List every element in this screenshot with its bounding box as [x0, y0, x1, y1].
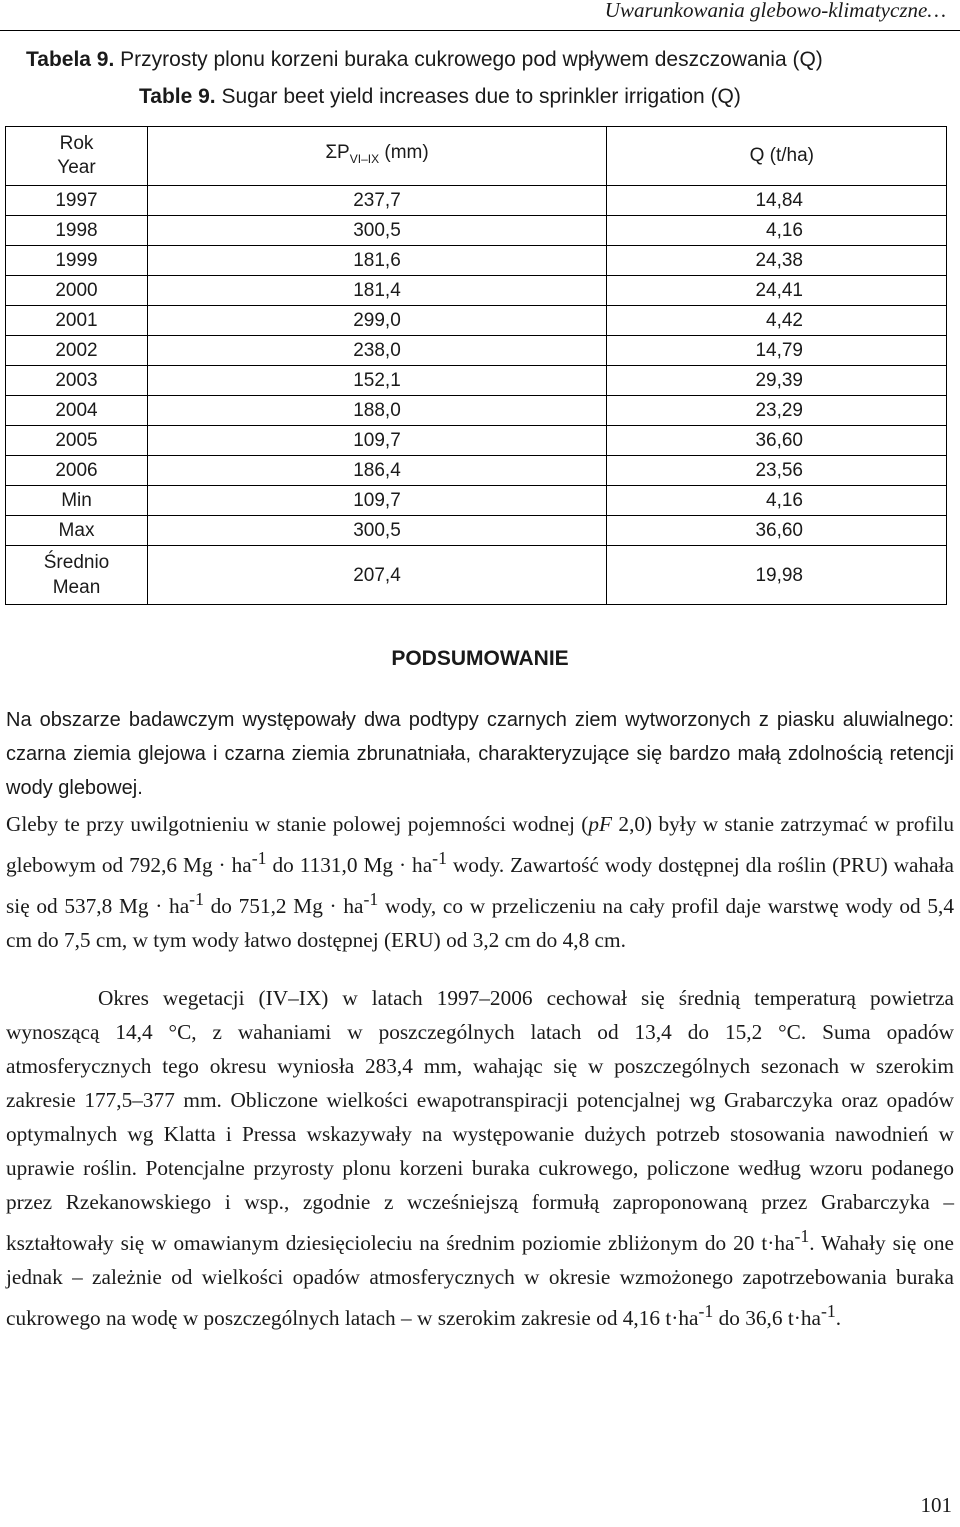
precipitation-cell: 152,1 — [148, 366, 607, 396]
header-precip-sub: VI–IX — [349, 151, 380, 166]
section-title: PODSUMOWANIE — [391, 647, 569, 670]
table-caption-pl — [26, 48, 823, 72]
table-row-mean — [6, 546, 947, 605]
yield-cell: 23,56 — [607, 456, 947, 486]
yield-cell: 24,41 — [607, 276, 947, 306]
caption-text-en: Sugar beet yield increases due to sprinkler irrigation (Q) — [215, 85, 741, 108]
row-label: 1999 — [6, 246, 148, 276]
yield-cell: 4,42 — [607, 306, 947, 336]
yield-cell: 23,29 — [607, 396, 947, 426]
precipitation-cell: 181,6 — [148, 246, 607, 276]
precipitation-cell: 188,0 — [148, 396, 607, 426]
table-caption-en — [139, 85, 741, 109]
header-year-en: Year — [57, 157, 96, 178]
yield-cell: 4,16 — [607, 216, 947, 246]
precipitation-cell: 238,0 — [148, 336, 607, 366]
table-row — [6, 186, 947, 216]
row-label: 2003 — [6, 366, 148, 396]
table-row — [6, 336, 947, 366]
header-yield: Q (t/ha) — [607, 127, 947, 186]
row-label: Max — [6, 516, 148, 546]
row-label: 2002 — [6, 336, 148, 366]
header-divider — [0, 30, 960, 31]
yield-cell: 14,84 — [607, 186, 947, 216]
paragraph-water-retention: Gleby te przy uwilgotnieniu w stanie polowej pojemności wodnej (pF 2,0) były w stanie zatrzymać w profilu glebowym od 792,6 $Mg \cdot ha^{-1}$ do 1131,0 $Mg \cdot ha^{-1}$ wody. Zawartość wody dostępnej dla roślin (PRU) wahała się od 537,8 $Mg \cdot ha^{-1}$ do 751,2 $Mg \cdot ha^{-1}$ wody, co w przeliczeniu na cały profil daje warstwę wody od 5,4 cm do 7,5 cm, w tym wody łatwo dostępnej (ERU) od 3,2 cm do 4,8 cm. — [6, 812, 954, 953]
yield-table — [5, 126, 947, 605]
header-precipitation — [148, 127, 607, 186]
running-header: Uwarunkowania glebowo-klimatyczne… — [604, 0, 946, 22]
yield-cell: 4,16 — [607, 486, 947, 516]
caption-label-pl: Tabela 9. — [26, 48, 115, 71]
header-precip-unit: (mm) — [379, 142, 429, 164]
table-row — [6, 306, 947, 336]
row-label: 2004 — [6, 396, 148, 426]
precipitation-cell: 207,4 — [148, 546, 607, 605]
table-row — [6, 516, 947, 546]
table-row — [6, 276, 947, 306]
yield-cell: 36,60 — [607, 516, 947, 546]
caption-text-pl: Przyrosty plonu korzeni buraka cukrowego pod wpływem deszczowania (Q) — [114, 48, 823, 71]
row-label: Min — [6, 486, 148, 516]
table-row — [6, 456, 947, 486]
header-precip-symbol: ΣP — [325, 142, 350, 164]
yield-cell: 24,38 — [607, 246, 947, 276]
row-label: 2006 — [6, 456, 148, 486]
table-row — [6, 486, 947, 516]
page-number: 101 — [920, 1493, 952, 1517]
table-row — [6, 396, 947, 426]
row-label: 2005 — [6, 426, 148, 456]
header-year — [6, 127, 148, 186]
row-label: 1998 — [6, 216, 148, 246]
caption-label-en: Table 9. — [139, 85, 216, 108]
row-label: 2001 — [6, 306, 148, 336]
precipitation-cell: 109,7 — [148, 486, 607, 516]
precipitation-cell: 181,4 — [148, 276, 607, 306]
row-label: 2000 — [6, 276, 148, 306]
row-label: 1997 — [6, 186, 148, 216]
precipitation-cell: 237,7 — [148, 186, 607, 216]
row-label-mean: Średnio Mean — [6, 546, 148, 605]
paragraph-vegetation-period: Okres wegetacji (IV–IX) w latach 1997–2006 cechował się średnią temperaturą powietrza wynoszącą 14,4 °C, z wahaniami w poszczególnych latach od 13,4 do 15,2 °C. Suma opadów atmosferycznych tego okresu wyniosła 283,4 mm, wahając się w poszczególnych sezonach w szerokim zakresie 177,5–377 mm. Obliczone wielkości ewapotranspiracji potencjalnej wg Grabarczyka oraz opadów optymalnych wg Klatta i Pressa wskazywały na występowanie dużych potrzeb stosowania nawodnień w uprawie roślin. Potencjalne przyrosty plonu korzeni buraka cukrowego, policzone według wzoru podanego przez Rzekanowskiego i wsp., zgodnie z wcześniejszą formułą zaproponowaną przez Grabarczyka – kształtowały się w omawianym dziesięcioleciu na średnim poziomie zbliżonym do 20 $t\cdot ha^{-1}$. Wahały się one jednak – zależnie od wielkości opadów atmosferycznych w okresie wzmożonego zapotrzebowania buraka cukrowego na wodę w poszczególnych latach – w szerokim zakresie od 4,16 $t\cdot ha^{-1}$ do 36,6 $t\cdot ha^{-1}$. — [6, 986, 954, 1331]
paragraph-soils: Na obszarze badawczym występowały dwa podtypy czarnych ziem wytworzonych z piasku aluwialnego: czarna ziemia glejowa i czarna ziemia zbrunatniała, charakteryzujące się bardzo małą zdolnością retencji wody glebowej. — [6, 709, 954, 799]
yield-cell: 14,79 — [607, 336, 947, 366]
precipitation-cell: 300,5 — [148, 516, 607, 546]
precipitation-cell: 300,5 — [148, 216, 607, 246]
precipitation-cell: 186,4 — [148, 456, 607, 486]
precipitation-cell: 109,7 — [148, 426, 607, 456]
table-row — [6, 246, 947, 276]
table-header-row — [6, 127, 947, 186]
table-row — [6, 216, 947, 246]
yield-cell: 29,39 — [607, 366, 947, 396]
yield-cell: 19,98 — [607, 546, 947, 605]
table-row — [6, 426, 947, 456]
yield-cell: 36,60 — [607, 426, 947, 456]
table-row — [6, 366, 947, 396]
precipitation-cell: 299,0 — [148, 306, 607, 336]
header-year-pl: Rok — [59, 133, 94, 154]
